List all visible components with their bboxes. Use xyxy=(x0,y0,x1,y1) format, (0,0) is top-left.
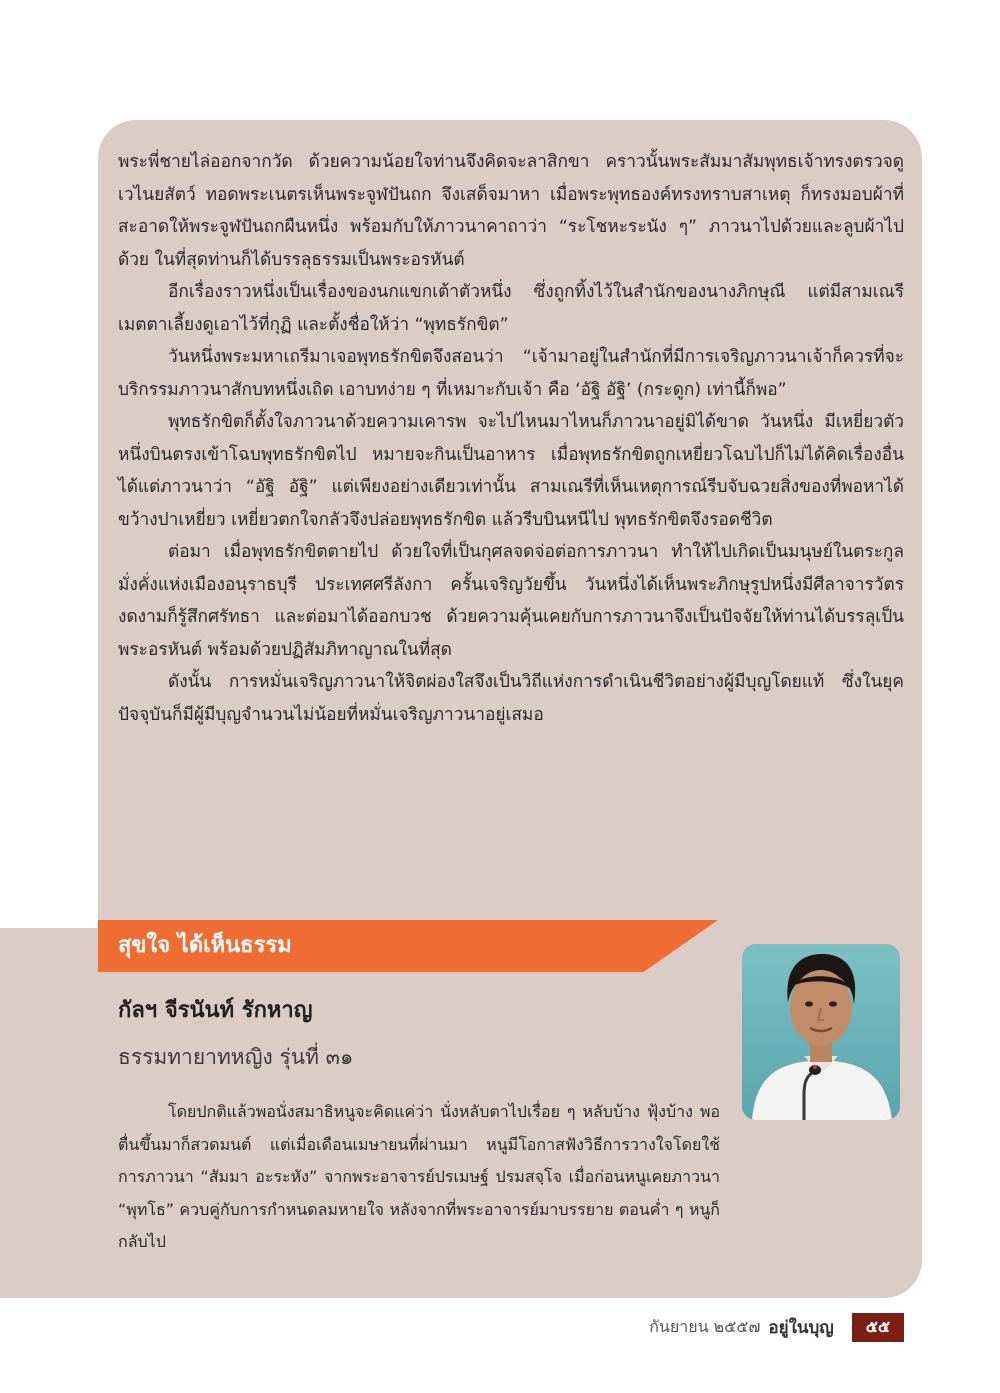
section-title: สุขใจ ได้เห็นธรรม xyxy=(118,933,292,958)
article-paragraph: ต่อมา เมื่อพุทธรักขิตตายไป ด้วยใจที่เป็นกุศลจดจ่อต่อการภาวนา ทำให้ไปเกิดเป็นมนุษย์ในตระกูลมั่งคั่งแห่งเมืองอนุราธบุรี ประเทศศรีลังกา ครั้นเจริญวัยขึ้น วันหนึ่งได้เห็นพระภิกษุรูปหนึ่งมีศีลาจารวัตรงดงามก็รู้สึกศรัทธา และต่อมาได้ออกบวช ด้วยความคุ้นเคยกับการภาวนาจึงเป็นปัจจัยให้ท่านได้บรรลุเป็นพระอรหันต์ พร้อมด้วยปฏิสัมภิทาญาณในที่สุด xyxy=(118,542,904,660)
page-number-badge: ๕๕ xyxy=(852,1313,904,1342)
author-name: กัลฯ จีรนันท์ รักหาญ xyxy=(118,998,313,1023)
author-photo xyxy=(742,944,900,1120)
article-paragraph: ดังนั้น การหมั่นเจริญภาวนาให้จิตผ่องใสจึงเป็นวิถีแห่งการดำเนินชีวิตอย่างผู้มีบุญโดยแท้ ซึ่งในยุคปัจจุบันก็มีผู้มีบุญจำนวนไม่น้อยที่หมั่นเจริญภาวนาอยู่เสมอ xyxy=(118,672,904,725)
article-body xyxy=(118,146,904,731)
article-paragraph: พุทธรักขิตก็ตั้งใจภาวนาด้วยความเคารพ จะไปไหนมาไหนก็ภาวนาอยู่มิได้ขาด วันหนึ่ง มีเหยี่ยวตัวหนึ่งบินตรงเข้าโฉบพุทธรักขิตไป หมายจะกินเป็นอาหาร เมื่อพุทธรักขิตถูกเหยี่ยวโฉบไปก็ไม่ได้คิดเรื่องอื่น ได้แต่ภาวนาว่า “อัฐิ อัฐิ” แต่เพียงอย่างเดียวเท่านั้น สามเณรีที่เห็นเหตุการณ์รีบจับฉวยสิ่งของที่พอหาได้ขว้างปาเหยี่ยว เหยี่ยวตกใจกลัวจึงปล่อยพุทธรักขิต แล้วรีบบินหนีไป พุทธรักขิตจึงรอดชีวิต xyxy=(118,412,904,530)
section-body xyxy=(118,1096,720,1259)
magazine-name: อยู่ในบุญ xyxy=(768,1317,834,1338)
page-footer xyxy=(649,1312,904,1342)
article-paragraph: วันหนึ่งพระมหาเถรีมาเจอพุทธรักขิตจึงสอนว่า “เจ้ามาอยู่ในสำนักที่มีการเจริญภาวนาเจ้าก็ควรที่จะบริกรรมภาวนาสักบทหนึ่งเถิด เอาบทง่าย ๆ ที่เหมาะกับเจ้า คือ ‘อัฐิ อัฐิ’ (กระดูก) เท่านี้ก็พอ” xyxy=(118,347,904,400)
article-paragraph: พระพี่ชายไล่ออกจากวัด ด้วยความน้อยใจท่านจึงคิดจะลาสิกขา คราวนั้นพระสัมมาสัมพุทธเจ้าทรงตรวจดูเวไนยสัตว์ ทอดพระเนตรเห็นพระจูฬปันถก จึงเสด็จมาหา เมื่อพระพุทธองค์ทรงทราบสาเหตุ ก็ทรงมอบผ้าที่สะอาดให้พระจูฬปันถกผืนหนึ่ง พร้อมกับให้ภาวนาคาถาว่า “ระโชหะระนัง ๆ” ภาวนาไปด้วยและลูบผ้าไปด้วย ในที่สุดท่านก็ได้บรรลุธรรมเป็นพระอรหันต์ xyxy=(118,152,904,270)
author-subtitle: ธรรมทายาทหญิง รุ่นที่ ๓๑ xyxy=(118,1045,354,1069)
portrait-illustration xyxy=(742,944,900,1120)
section-paragraph: โดยปกติแล้วพอนั่งสมาธิหนูจะคิดแค่ว่า นั่งหลับตาไปเรื่อย ๆ หลับบ้าง ฟุ้งบ้าง พอตื่นขึ้นมาก็สวดมนต์ แต่เมื่อเดือนเมษายนที่ผ่านมา หนูมีโอกาสฟังวิธีการวางใจโดยใช้การภาวนา “สัมมา อะระหัง” จากพระอาจารย์ปรเมษฐ์ ปรมสจฺโจ เมื่อก่อนหนูเคยภาวนา “พุทโธ” ควบคู่กับการกำหนดลมหายใจ หลังจากที่พระอาจารย์มาบรรยาย ตอนค่ำ ๆ หนูก็กลับไป xyxy=(118,1102,720,1251)
article-paragraph: อีกเรื่องราวหนึ่งเป็นเรื่องของนกแขกเต้าตัวหนึ่ง ซึ่งถูกทิ้งไว้ในสำนักของนางภิกษุณี แต่มีสามเณรีเมตตาเลี้ยงดูเอาไว้ที่กุฏิ และตั้งชื่อให้ว่า “พุทธรักขิต” xyxy=(118,282,904,335)
issue-date: กันยายน ๒๕๕๗ xyxy=(649,1316,761,1336)
